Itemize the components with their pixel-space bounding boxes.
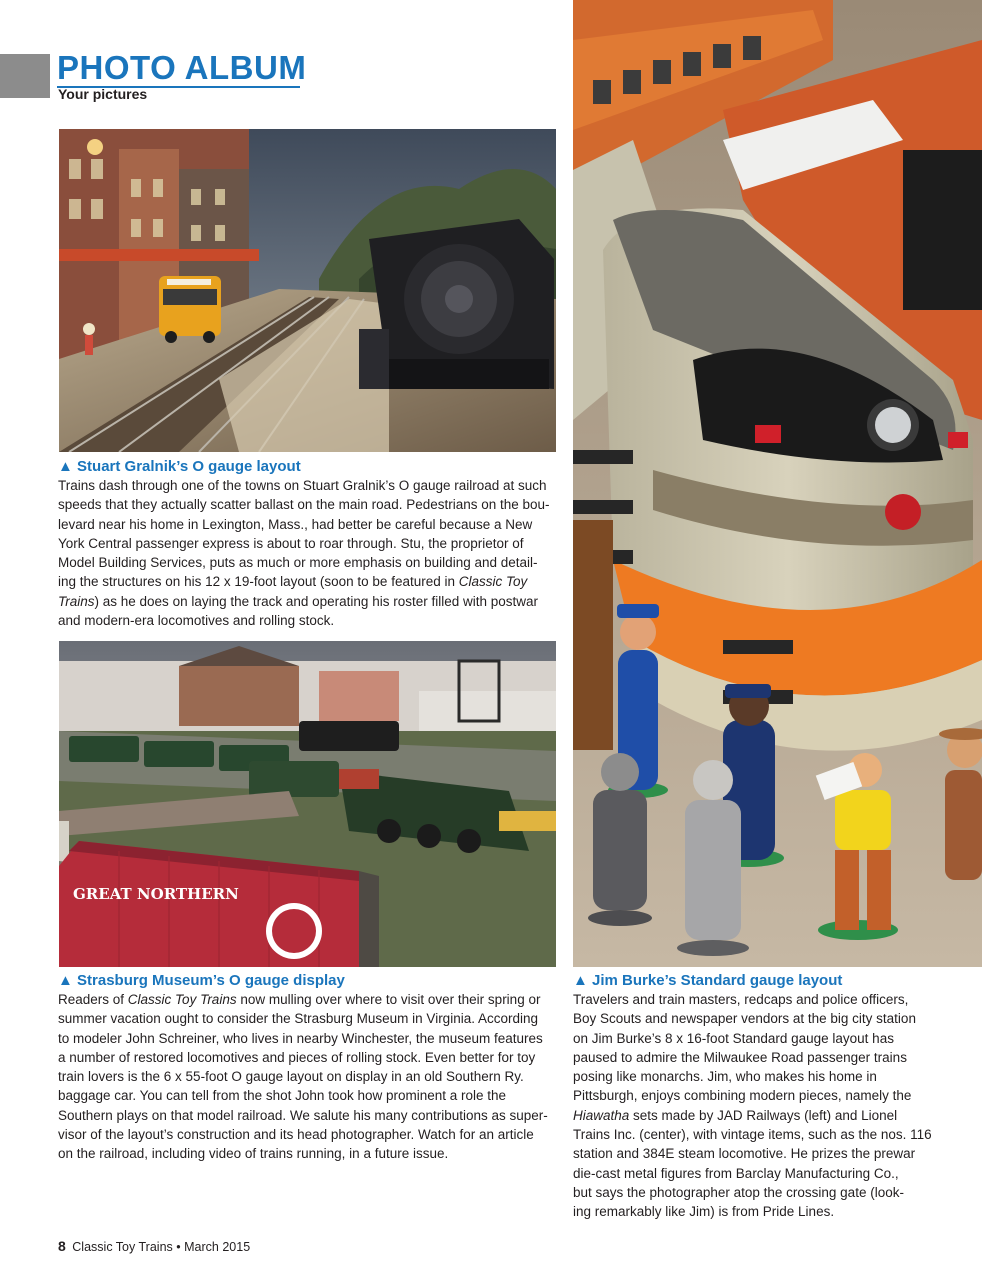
caption-title-burke: ▲ Jim Burke’s Standard gauge layout: [573, 972, 843, 989]
photo-strasburg-image: [59, 641, 556, 967]
photo-gralnik-image: [59, 129, 556, 452]
caption-title-strasburg: ▲ Strasburg Museum’s O gauge display: [58, 972, 345, 989]
triangle-marker-icon: ▲: [58, 458, 73, 475]
triangle-marker-icon: ▲: [573, 972, 588, 989]
section-tab: [0, 54, 50, 98]
issue-date: March 2015: [184, 1240, 251, 1254]
section-title: PHOTO ALBUM: [57, 49, 307, 86]
photo-burke-image: [573, 0, 982, 967]
page-number: 8: [58, 1238, 66, 1254]
caption-body-burke: Travelers and train masters, redcaps and police officers, Boy Scouts and newspaper vendors at the big city station on Jim Burke’s 8 x 16-foot Standard gauge layout has paused to admire the Milwaukee Road passenger trains posing like monarchs. Jim, who makes his home in Pittsburgh, enjoys combining modern pieces, namely the Hiawatha sets made by JAD Railways (left) and Lionel Trains Inc. (center), with vintage items, such as the nos. 116 station and 384E steam locomotive. He prizes the prewar die-cast metal figures from Barclay Manufacturing Co., but says the photographer atop the crossing gate (look- ing remarkably like Jim) is from Pride Lines.: [573, 992, 932, 1220]
photo-strasburg-display: [59, 641, 556, 967]
caption-body-gralnik: Trains dash through one of the towns on Stuart Gralnik’s O gauge railroad at such speeds that they actually scatter ballast on the main road. Pedestrians on the bou- levard near his home in Lexington, Mass., had better be careful because a New York Central passenger express is about to roar through. Stu, the proprietor of Model Building Services, puts as much or more emphasis on building and detail- ing the structures on his 12 x 19-foot layout (soon to be featured in Classic Toy Trains) as he does on laying the track and operating his roster filled with postwar and modern-era locomotives and rolling stock.: [58, 478, 550, 629]
page-footer: [58, 1238, 250, 1255]
triangle-marker-icon: ▲: [58, 972, 73, 989]
publication-name: Classic Toy Trains: [72, 1240, 173, 1254]
boxcar-lettering: GREAT NORTHERN: [73, 885, 239, 903]
caption-body-strasburg: Readers of Classic Toy Trains now mulling over where to visit over their spring or summer vacation ought to consider the Strasburg Museum in Virginia. According to modeler John Schreiner, who lives in nearby Winchester, the museum features a number of restored locomotives and pieces of rolling stock. Even better for toy train lovers is the 6 x 55-foot O gauge layout on display in an old Southern Ry. baggage car. You can tell from the shot John took how prominent a role the Southern plays on that model railroad. We salute his many contributions as super- visor of the layout’s construction and its head photographer. Watch for an article on the railroad, including video of trains running, in a future issue.: [58, 992, 548, 1162]
section-subtitle: Your pictures: [58, 86, 148, 102]
photo-burke-layout: [573, 0, 982, 967]
photo-gralnik-layout: [59, 129, 556, 452]
footer-separator: •: [176, 1240, 181, 1254]
caption-title-gralnik: ▲ Stuart Gralnik’s O gauge layout: [58, 458, 301, 475]
